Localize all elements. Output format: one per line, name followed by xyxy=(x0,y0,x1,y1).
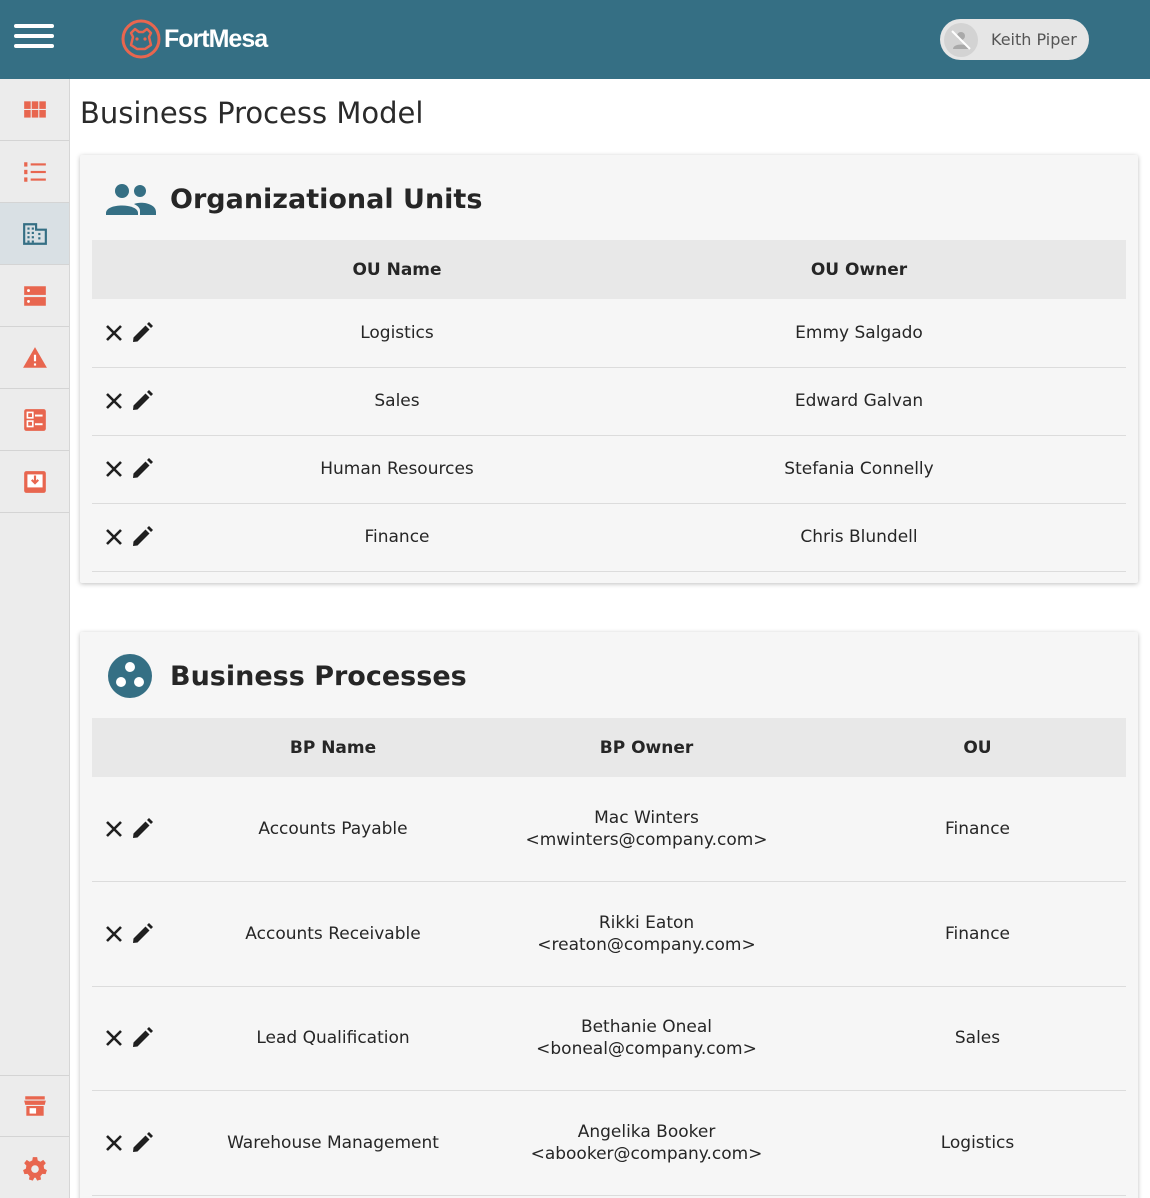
brand[interactable] xyxy=(120,17,267,61)
bp-section-title: Business Processes xyxy=(170,660,467,692)
page-title: Business Process Model xyxy=(80,96,424,130)
row-actions xyxy=(92,367,202,435)
owner-email: <mwinters@company.com> xyxy=(525,830,768,850)
owner-name: Rikki Eaton xyxy=(598,912,695,933)
row-actions xyxy=(92,1091,202,1196)
ou-owner-cell: Stefania Connelly xyxy=(592,435,1126,503)
sidebar-item-settings[interactable] xyxy=(0,1137,69,1198)
ou-owner-cell: Edward Galvan xyxy=(592,367,1126,435)
ou-section-title: Organizational Units xyxy=(170,183,483,215)
owner-email: <boneal@company.com> xyxy=(536,1039,757,1060)
row-actions xyxy=(92,503,202,571)
edit-icon[interactable] xyxy=(130,457,154,481)
edit-icon[interactable] xyxy=(130,525,154,549)
column-header-actions xyxy=(92,240,202,299)
ou-name-cell: Human Resources xyxy=(202,435,592,503)
bp-ou-cell: Logistics xyxy=(829,1091,1126,1196)
edit-icon[interactable] xyxy=(130,321,154,345)
sidebar-item-business-process[interactable] xyxy=(0,203,69,265)
ou-name-cell: Finance xyxy=(202,503,592,571)
table-row xyxy=(92,1091,1126,1196)
people-icon xyxy=(104,177,156,221)
edit-icon[interactable] xyxy=(130,817,154,841)
delete-icon[interactable] xyxy=(102,1131,126,1155)
table-row xyxy=(92,986,1126,1091)
delete-icon[interactable] xyxy=(102,321,126,345)
delete-icon[interactable] xyxy=(102,525,126,549)
checklist-icon xyxy=(22,407,48,433)
table-row xyxy=(92,435,1126,503)
bp-owner-cell xyxy=(464,1091,829,1196)
list-icon xyxy=(22,159,48,185)
table-header-row xyxy=(92,240,1126,299)
owner-email: <abooker@company.com> xyxy=(530,1143,763,1164)
owner-email: <reaton@company.com> xyxy=(537,934,756,955)
table-row xyxy=(92,299,1126,367)
sidebar-item-list[interactable] xyxy=(0,141,69,203)
ou-card-header xyxy=(104,177,482,221)
gear-icon xyxy=(22,1155,48,1181)
row-actions xyxy=(92,777,202,882)
sidebar-item-servers[interactable] xyxy=(0,265,69,327)
ou-name-cell: Sales xyxy=(202,367,592,435)
edit-icon[interactable] xyxy=(130,389,154,413)
business-process-icon xyxy=(104,654,156,698)
grid-icon xyxy=(22,97,48,123)
bp-table xyxy=(92,718,1126,1196)
user-icon xyxy=(949,28,973,52)
bp-owner-cell xyxy=(464,882,829,987)
ou-owner-cell: Emmy Salgado xyxy=(592,299,1126,367)
bp-name-cell: Warehouse Management xyxy=(202,1091,464,1196)
building-icon xyxy=(22,221,48,247)
delete-icon[interactable] xyxy=(102,457,126,481)
brand-name: FortMesa xyxy=(164,24,268,53)
column-header-bp-owner[interactable]: BP Owner xyxy=(464,718,829,777)
column-header-ou[interactable]: OU xyxy=(829,718,1126,777)
ou-name-cell: Logistics xyxy=(202,299,592,367)
column-header-ou-owner[interactable]: OU Owner xyxy=(592,240,1126,299)
delete-icon[interactable] xyxy=(102,922,126,946)
bp-card-header xyxy=(104,654,467,698)
bp-ou-cell: Sales xyxy=(829,986,1126,1091)
bp-ou-cell: Finance xyxy=(829,777,1126,882)
bp-card xyxy=(80,632,1138,1198)
column-header-bp-name[interactable]: BP Name xyxy=(202,718,464,777)
row-actions xyxy=(92,299,202,367)
bp-ou-cell: Finance xyxy=(829,882,1126,987)
delete-icon[interactable] xyxy=(102,389,126,413)
ou-owner-cell: Chris Blundell xyxy=(592,503,1126,571)
sidebar-item-store[interactable] xyxy=(0,1075,69,1137)
column-header-ou-name[interactable]: OU Name xyxy=(202,240,592,299)
delete-icon[interactable] xyxy=(102,817,126,841)
ou-card xyxy=(80,155,1138,583)
sidebar xyxy=(0,79,70,1198)
sidebar-item-inbox[interactable] xyxy=(0,451,69,513)
column-header-actions xyxy=(92,718,202,777)
user-name: Keith Piper xyxy=(991,30,1077,49)
table-row xyxy=(92,777,1126,882)
user-menu-button[interactable] xyxy=(940,19,1089,60)
delete-icon[interactable] xyxy=(102,1026,126,1050)
sidebar-item-checklist[interactable] xyxy=(0,389,69,451)
inbox-download-icon xyxy=(22,469,48,495)
table-row xyxy=(92,882,1126,987)
owner-name: Angelika Booker xyxy=(577,1121,716,1142)
sidebar-item-alerts[interactable] xyxy=(0,327,69,389)
ou-table xyxy=(92,240,1126,572)
owner-name: Mac Winters xyxy=(594,808,699,828)
table-header-row xyxy=(92,718,1126,777)
server-icon xyxy=(22,283,48,309)
edit-icon[interactable] xyxy=(130,1026,154,1050)
menu-icon[interactable] xyxy=(14,24,54,52)
row-actions xyxy=(92,435,202,503)
avatar xyxy=(944,23,978,57)
row-actions xyxy=(92,986,202,1091)
table-row xyxy=(92,503,1126,571)
bp-name-cell: Lead Qualification xyxy=(202,986,464,1091)
top-bar xyxy=(0,0,1150,79)
store-icon xyxy=(22,1093,48,1119)
row-actions xyxy=(92,882,202,987)
table-row xyxy=(92,367,1126,435)
bp-owner-cell xyxy=(464,986,829,1091)
warning-icon xyxy=(22,345,48,371)
edit-icon[interactable] xyxy=(130,1131,154,1155)
owner-name: Bethanie Oneal xyxy=(580,1017,713,1038)
fortmesa-logo-icon xyxy=(120,18,162,60)
sidebar-item-dashboard[interactable] xyxy=(0,79,69,141)
bp-owner-cell xyxy=(464,777,829,882)
bp-name-cell: Accounts Payable xyxy=(202,777,464,882)
bp-name-cell: Accounts Receivable xyxy=(202,882,464,987)
edit-icon[interactable] xyxy=(130,922,154,946)
